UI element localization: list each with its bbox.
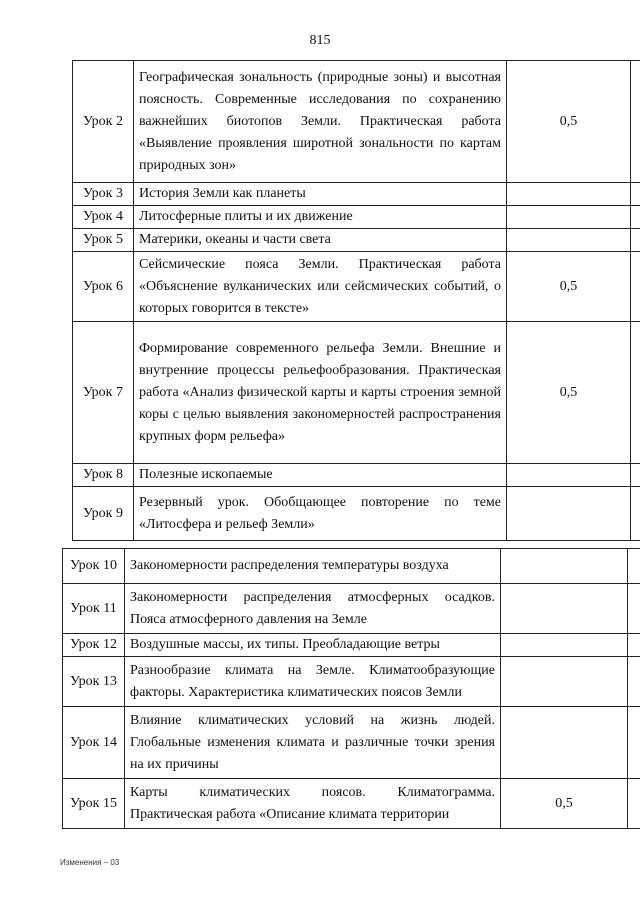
hours-cell [507, 464, 631, 487]
hours-cell [501, 584, 628, 634]
lessons-table-part-1 [72, 60, 640, 541]
table-row [63, 707, 640, 779]
table-row [73, 252, 640, 322]
table-row [63, 779, 640, 829]
extra-cell [631, 229, 640, 252]
table-row [73, 206, 640, 229]
extra-cell [631, 61, 640, 183]
topic-cell: Разнообразие климата на Земле. Климатообразующие факторы. Характеристика климатических поясов Земли [125, 657, 501, 707]
extra-cell [628, 584, 640, 634]
hours-cell [507, 183, 631, 206]
hours-cell: 0,5 [507, 61, 631, 183]
table-row [73, 183, 640, 206]
table-row [63, 657, 640, 707]
lesson-cell: Урок 11 [63, 584, 125, 634]
page-number: 815 [309, 33, 331, 48]
hours-cell [501, 634, 628, 657]
hours-cell: 0,5 [501, 779, 628, 829]
lessons-table-wrap [0, 60, 640, 830]
topic-cell: История Земли как планеты [134, 183, 507, 206]
extra-cell [631, 464, 640, 487]
hours-cell: 0,5 [507, 322, 631, 464]
hours-cell [501, 657, 628, 707]
lesson-cell: Урок 12 [63, 634, 125, 657]
topic-cell: Резервный урок. Обобщающее повторение по теме «Литосфера и рельеф Земли» [134, 487, 507, 541]
table-row [73, 464, 640, 487]
lesson-cell: Урок 15 [63, 779, 125, 829]
table-row [73, 487, 640, 541]
lesson-cell: Урок 9 [73, 487, 134, 541]
topic-cell: Полезные ископаемые [134, 464, 507, 487]
extra-cell [628, 634, 640, 657]
extra-cell [628, 549, 640, 584]
lesson-cell: Урок 3 [73, 183, 134, 206]
lesson-cell: Урок 13 [63, 657, 125, 707]
table-row [63, 549, 640, 584]
hours-cell [507, 229, 631, 252]
topic-cell: Влияние климатических условий на жизнь людей. Глобальные изменения климата и различные точки зрения на их причины [125, 707, 501, 779]
topic-cell: Карты климатических поясов. Климатограмма. Практическая работа «Описание климата территории [125, 779, 501, 829]
lessons-table-part-2 [62, 548, 640, 829]
extra-cell [631, 487, 640, 541]
table-row [63, 634, 640, 657]
extra-cell [631, 252, 640, 322]
extra-cell [631, 322, 640, 464]
topic-cell: Сейсмические пояса Земли. Практическая работа «Объяснение вулканических или сейсмических событий, о которых говорится в тексте» [134, 252, 507, 322]
extra-cell [628, 779, 640, 829]
extra-cell [628, 657, 640, 707]
lesson-cell: Урок 14 [63, 707, 125, 779]
extra-cell [631, 183, 640, 206]
topic-cell: Воздушные массы, их типы. Преобладающие ветры [125, 634, 501, 657]
topic-cell: Закономерности распределения температуры воздуха [125, 549, 501, 584]
hours-cell [507, 487, 631, 541]
table-row [73, 322, 640, 464]
topic-cell: Закономерности распределения атмосферных осадков. Пояса атмосферного давления на Земле [125, 584, 501, 634]
lesson-cell: Урок 6 [73, 252, 134, 322]
footer-revision: Изменения – 03 [60, 858, 120, 867]
lesson-cell: Урок 4 [73, 206, 134, 229]
lesson-cell: Урок 5 [73, 229, 134, 252]
hours-cell [507, 206, 631, 229]
topic-cell: Литосферные плиты и их движение [134, 206, 507, 229]
hours-cell: 0,5 [507, 252, 631, 322]
table-row [73, 61, 640, 183]
lesson-cell: Урок 10 [63, 549, 125, 584]
lesson-cell: Урок 2 [73, 61, 134, 183]
hours-cell [501, 549, 628, 584]
topic-cell: Материки, океаны и части света [134, 229, 507, 252]
lesson-cell: Урок 8 [73, 464, 134, 487]
topic-cell: Географическая зональность (природные зоны) и высотная поясность. Современные исследования по сохранению важнейших биотопов Земли. Практическая работа «Выявление проявления широтной зональности по картам природных зон» [134, 61, 507, 183]
table-row [63, 584, 640, 634]
table-row [73, 229, 640, 252]
extra-cell [631, 206, 640, 229]
hours-cell [501, 707, 628, 779]
extra-cell [628, 707, 640, 779]
topic-cell: Формирование современного рельефа Земли. Внешние и внутренние процессы рельефообразования. Практическая работа «Анализ физической карты и карты строения земной коры с целью выявления закономерностей распространения крупных форм рельефа» [134, 322, 507, 464]
lesson-cell: Урок 7 [73, 322, 134, 464]
